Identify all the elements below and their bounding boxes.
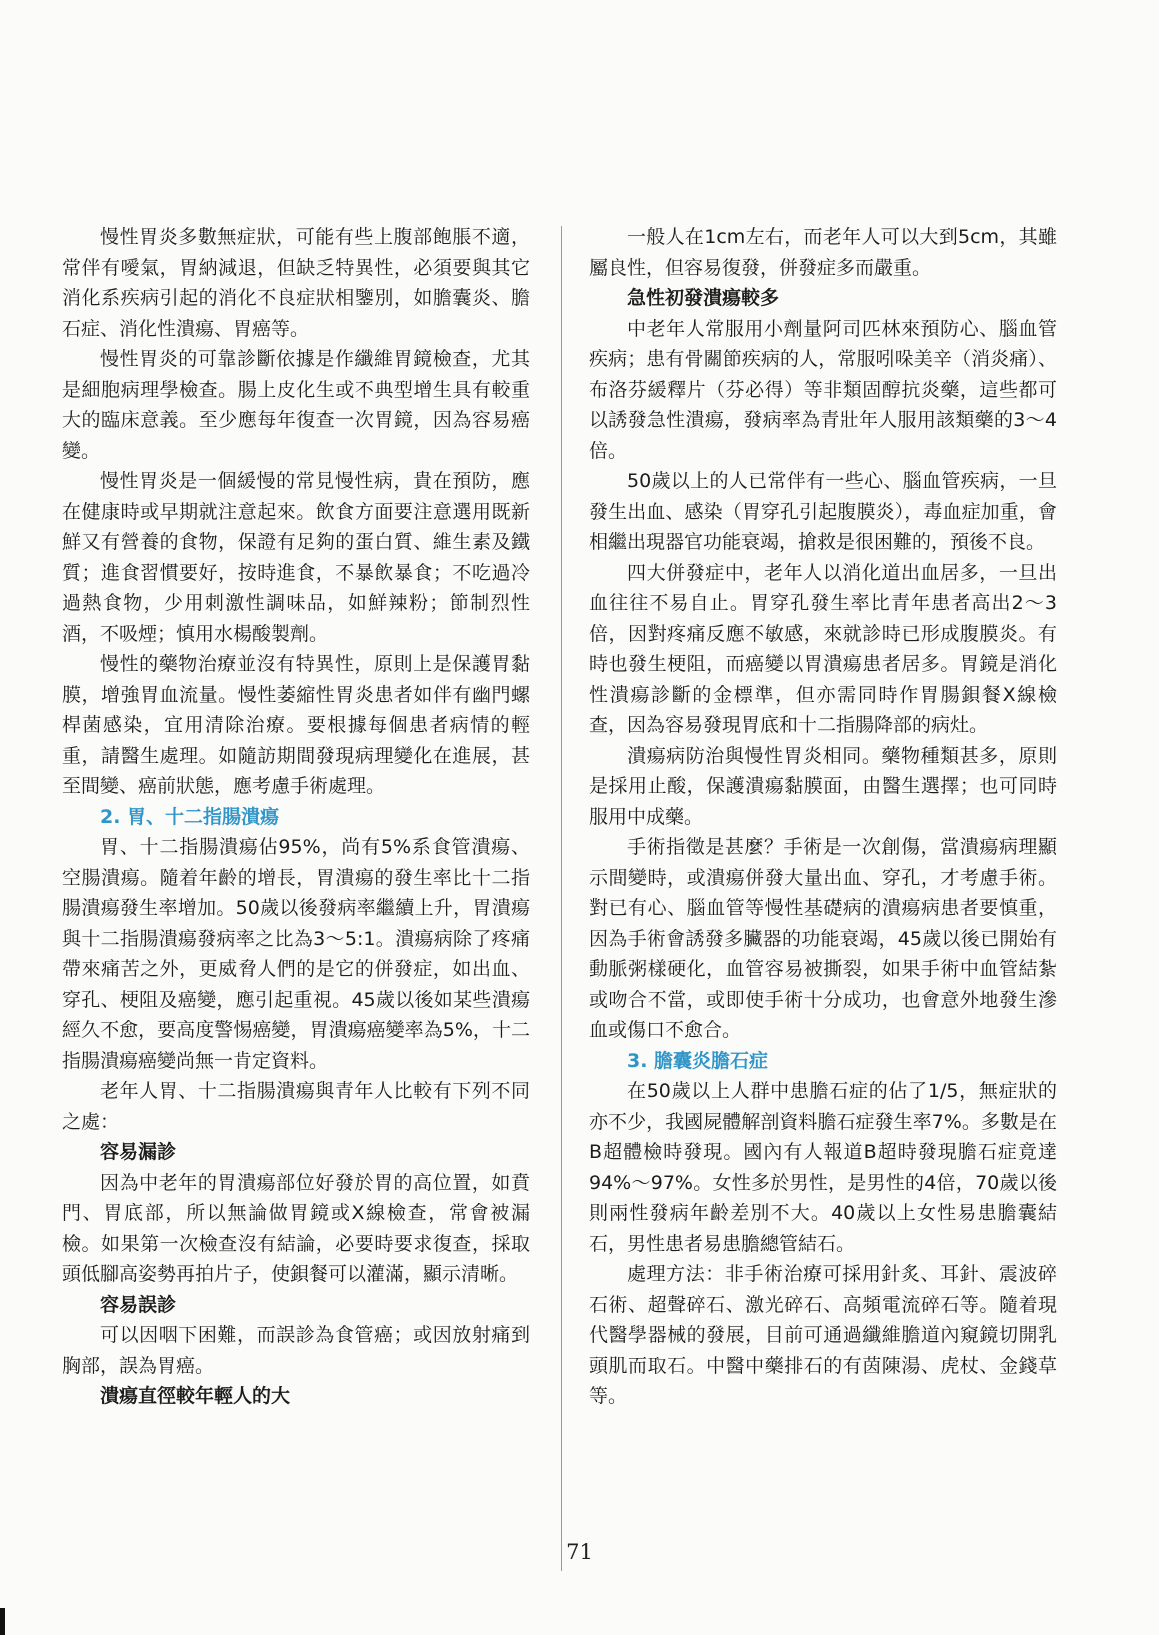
paragraph: 在50歲以上人群中患膽石症的佔了1/5，無症狀的亦不少，我國屍體解剖資料膽石症發生率7%。多數是在B超體檢時發現。國內有人報道B超時發現膽石症竟達94%～97%。女性多於男性，是男性的4倍，70歲以後則兩性發病年齡差別不大。40歲以上女性易患膽囊結石，男性患者易患膽總管結石。: [589, 1080, 1057, 1255]
paragraph: 手術指徵是甚麼？手術是一次創傷，當潰瘍病理顯示間變時，或潰瘍併發大量出血、穿孔，才考慮手術。對已有心、腦血管等慢性基礎病的潰瘍病患者要慎重，因為手術會誘發多臟器的功能衰竭，45歲以後已開始有動脈粥樣硬化，血管容易被撕裂，如果手術中血管結紮或吻合不當，或即使手術十分成功，也會意外地發生滲血或傷口不愈合。: [589, 836, 1057, 1041]
paragraph: 慢性的藥物治療並沒有特異性，原則上是保護胃黏膜，增強胃血流量。慢性萎縮性胃炎患者如伴有幽門螺桿菌感染，宜用清除治療。要根據每個患者病情的輕重，請醫生處理。如隨訪期間發現病理變化在進展，甚至間變、癌前狀態，應考慮手術處理。: [62, 653, 530, 797]
page-number: 71: [566, 1540, 593, 1564]
paragraph: 中老年人常服用小劑量阿司匹林來預防心、腦血管疾病；患有骨關節疾病的人，常服吲哚美辛（消炎痛）、布洛芬緩釋片（芬必得）等非類固醇抗炎藥，這些都可以誘發急性潰瘍，發病率為青壯年人服用該類藥的3～4倍。: [589, 317, 1057, 462]
paragraph: 50歲以上的人已常伴有一些心、腦血管疾病，一旦發生出血、感染（胃穿孔引起腹膜炎），毒血症加重，會相繼出現器官功能衰竭，搶救是很困難的，預後不良。: [589, 470, 1057, 553]
paragraph: 四大併發症中，老年人以消化道出血居多，一旦出血往往不易自止。胃穿孔發生率比青年患者高出2～3倍，因對疼痛反應不敏感，來就診時已形成腹膜炎。有時也發生梗阻，而癌變以胃潰瘍患者居多。胃鏡是消化性潰瘍診斷的金標準，但亦需同時作胃腸鋇餐X線檢查，因為容易發現胃底和十二指腸降部的病灶。: [589, 561, 1057, 736]
paragraph: 潰瘍病防治與慢性胃炎相同。藥物種類甚多，原則是採用止酸，保護潰瘍黏膜面，由醫生選擇；也可同時服用中成藥。: [589, 744, 1057, 828]
subheading-acute-ulcer: 急性初發潰瘍較多: [627, 287, 780, 309]
paragraph: 一般人在1cm左右，而老年人可以大到5cm，其雖屬良性，但容易復發，併發症多而嚴重。: [589, 226, 1057, 279]
column-divider: [561, 226, 562, 1571]
right-column: [589, 222, 1057, 1412]
paragraph: 因為中老年的胃潰瘍部位好發於胃的高位置，如賁門、胃底部，所以無論做胃鏡或X線檢查，常會被漏檢。如果第一次檢查沒有結論，必要時要求復查，採取頭低腳高姿勢再拍片子，使鋇餐可以灌滿，顯示清晰。: [62, 1171, 530, 1285]
subheading-missed-diagnosis: 容易漏診: [100, 1141, 177, 1163]
paragraph: 老年人胃、十二指腸潰瘍與青年人比較有下列不同之處：: [62, 1080, 530, 1133]
paragraph: 可以因咽下困難，而誤診為食管癌；或因放射痛到胸部，誤為胃癌。: [62, 1324, 530, 1377]
paragraph: 慢性胃炎的可靠診斷依據是作纖維胃鏡檢查，尤其是細胞病理學檢查。腸上皮化生或不典型增生具有較重大的臨床意義。至少應每年復查一次胃鏡，因為容易癌變。: [62, 348, 530, 462]
paragraph: 慢性胃炎是一個緩慢的常見慢性病，貴在預防，應在健康時或早期就注意起來。飲食方面要注意選用既新鮮又有營養的食物，保證有足夠的蛋白質、維生素及鐵質；進食習慣要好，按時進食，不暴飲暴食；不吃過冷過熱食物，少用刺激性調味品，如鮮辣粉；節制烈性酒，不吸煙；慎用水楊酸製劑。: [62, 470, 530, 645]
subheading-misdiagnosis: 容易誤診: [100, 1293, 177, 1316]
paragraph: 胃、十二指腸潰瘍佔95%，尚有5%系食管潰瘍、空腸潰瘍。隨着年齡的增長，胃潰瘍的發生率比十二指腸潰瘍發生率增加。50歲以後發病率繼續上升，胃潰瘍與十二指腸潰瘍發病率之比為3～5:1。潰瘍病除了疼痛帶來痛苦之外，更威脅人們的是它的併發症，如出血、穿孔、梗阻及癌變，應引起重視。45歲以後如某些潰瘍經久不愈，要高度警惕癌變，胃潰瘍癌變率為5%，十二指腸潰瘍癌變尚無一肯定資料。: [62, 836, 530, 1072]
section-heading-gallstones: 3. 膽囊炎膽石症: [627, 1049, 769, 1072]
scan-edge-mark: [0, 1608, 5, 1635]
section-heading-ulcer: 2. 胃、十二指腸潰瘍: [100, 805, 280, 828]
paragraph: 慢性胃炎多數無症狀，可能有些上腹部飽脹不適，常伴有噯氣，胃納減退，但缺乏特異性，必須要與其它消化系疾病引起的消化不良症狀相鑒別，如膽囊炎、膽石症、消化性潰瘍、胃癌等。: [62, 226, 530, 340]
paragraph: 處理方法：非手術治療可採用針炙、耳針、震波碎石術、超聲碎石、激光碎石、高頻電流碎石等。隨着現代醫學器械的發展，目前可通過纖維膽道內窺鏡切開乳頭肌而取石。中醫中藥排石的有茵陳湯、虎杖、金錢草等。: [589, 1263, 1057, 1407]
subheading-ulcer-diameter: 潰瘍直徑較年輕人的大: [100, 1385, 291, 1407]
left-column: [62, 222, 530, 1412]
